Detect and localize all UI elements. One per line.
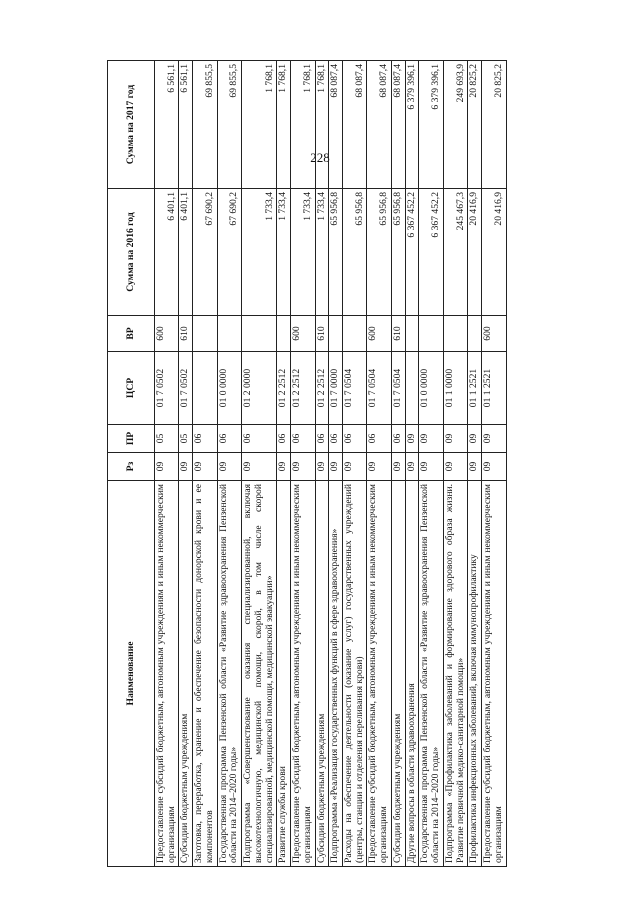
row-rz: 09 bbox=[193, 453, 217, 481]
header-pr: ПР bbox=[108, 425, 155, 453]
row-pr: 09 bbox=[405, 425, 419, 453]
row-rz: 09 bbox=[315, 453, 329, 481]
row-pr: 09 bbox=[443, 425, 467, 453]
row-csr: 01 7 0504 bbox=[343, 352, 367, 425]
row-sum-2016: 6 367 452,2 bbox=[405, 189, 419, 316]
row-sum-2017: 20 825,2 bbox=[482, 61, 506, 189]
row-pr: 06 bbox=[315, 425, 329, 453]
row-sum-2016: 6 367 452,2 bbox=[419, 189, 443, 316]
row-sum-2017: 69 855,5 bbox=[193, 61, 217, 189]
row-csr: 01 7 0504 bbox=[391, 352, 405, 425]
row-pr: 06 bbox=[391, 425, 405, 453]
row-csr bbox=[405, 352, 419, 425]
row-vr bbox=[242, 316, 277, 352]
row-sum-2017: 69 855,5 bbox=[217, 61, 241, 189]
row-sum-2016: 65 956,8 bbox=[391, 189, 405, 316]
row-pr: 06 bbox=[277, 425, 291, 453]
row-name: Предоставление субсидий бюджетным, автономным учреждениям и иным некоммерческим организациям bbox=[367, 481, 391, 867]
table-row bbox=[277, 61, 291, 867]
row-vr bbox=[419, 316, 443, 352]
row-vr bbox=[405, 316, 419, 352]
row-rz: 09 bbox=[277, 453, 291, 481]
table-row bbox=[443, 61, 467, 867]
row-csr bbox=[193, 352, 217, 425]
row-name: Заготовка, переработка, хранение и обеспечение безопасности донорской крови и ее компонентов bbox=[193, 481, 217, 867]
row-sum-2016: 245 467,3 bbox=[443, 189, 467, 316]
row-pr: 06 bbox=[343, 425, 367, 453]
row-sum-2017: 6 561,1 bbox=[179, 61, 193, 189]
row-sum-2016: 65 956,8 bbox=[367, 189, 391, 316]
row-name: Подпрограмма «Реализация государственных функций в сфере здравоохранения» bbox=[329, 481, 343, 867]
row-vr bbox=[443, 316, 467, 352]
row-sum-2017: 68 087,4 bbox=[367, 61, 391, 189]
row-name: Государственная программа Пензенской области «Развитие здравоохранения Пензенской области на 2014–2020 годы» bbox=[419, 481, 443, 867]
row-name: Подпрограмма «Профилактика заболеваний и формирование здорового образа жизни. Развитие первичной медико-санитарной помощи» bbox=[443, 481, 467, 867]
row-rz: 09 bbox=[329, 453, 343, 481]
row-sum-2017: 249 693,9 bbox=[443, 61, 467, 189]
row-csr: 01 1 2521 bbox=[468, 352, 482, 425]
row-name: Субсидии бюджетным учреждениям bbox=[315, 481, 329, 867]
row-csr: 01 2 0000 bbox=[242, 352, 277, 425]
row-sum-2016: 6 401,1 bbox=[155, 189, 179, 316]
row-vr: 610 bbox=[391, 316, 405, 352]
row-sum-2017: 68 087,4 bbox=[391, 61, 405, 189]
table-row bbox=[405, 61, 419, 867]
row-rz: 09 bbox=[179, 453, 193, 481]
row-sum-2016: 1 733,4 bbox=[277, 189, 291, 316]
row-rz: 09 bbox=[391, 453, 405, 481]
row-name: Другие вопросы в области здравоохранения bbox=[405, 481, 419, 867]
row-sum-2016: 6 401,1 bbox=[179, 189, 193, 316]
row-rz: 09 bbox=[155, 453, 179, 481]
row-name: Развитие службы крови bbox=[277, 481, 291, 867]
row-rz: 09 bbox=[405, 453, 419, 481]
row-sum-2016: 1 733,4 bbox=[242, 189, 277, 316]
rotated-table-container bbox=[107, 61, 555, 867]
row-name: Расходы на обеспечение деятельности (оказание услуг) государственных учреждений (центры, станции и отделения переливания крови) bbox=[343, 481, 367, 867]
row-pr: 06 bbox=[367, 425, 391, 453]
table-row bbox=[367, 61, 391, 867]
row-sum-2016: 65 956,8 bbox=[329, 189, 343, 316]
row-vr: 610 bbox=[315, 316, 329, 352]
table-row bbox=[315, 61, 329, 867]
table-row bbox=[329, 61, 343, 867]
row-sum-2017: 1 768,1 bbox=[277, 61, 291, 189]
row-csr: 01 0 0000 bbox=[217, 352, 241, 425]
row-csr: 01 1 2521 bbox=[482, 352, 506, 425]
row-csr: 01 7 0502 bbox=[155, 352, 179, 425]
row-name: Субсидии бюджетным учреждениям bbox=[391, 481, 405, 867]
row-rz: 09 bbox=[443, 453, 467, 481]
table-row bbox=[468, 61, 482, 867]
row-csr: 01 2 2512 bbox=[277, 352, 291, 425]
row-sum-2017: 1 768,1 bbox=[315, 61, 329, 189]
table-row bbox=[482, 61, 506, 867]
table-row bbox=[193, 61, 217, 867]
row-pr: 09 bbox=[468, 425, 482, 453]
row-sum-2017: 68 087,4 bbox=[343, 61, 367, 189]
row-sum-2016: 1 733,4 bbox=[291, 189, 315, 316]
row-rz: 09 bbox=[291, 453, 315, 481]
row-name: Государственная программа Пензенской области «Развитие здравоохранения Пензенской области на 2014–2020 годы» bbox=[217, 481, 241, 867]
row-sum-2016: 20 416,9 bbox=[468, 189, 482, 316]
row-vr: 600 bbox=[155, 316, 179, 352]
row-sum-2016: 20 416,9 bbox=[482, 189, 506, 316]
table-row bbox=[217, 61, 241, 867]
row-sum-2017: 6 379 396,1 bbox=[419, 61, 443, 189]
header-vr: ВР bbox=[108, 316, 155, 352]
row-pr: 06 bbox=[329, 425, 343, 453]
row-name: Предоставление субсидий бюджетным, автономным учреждениям и иным некоммерческим организациям bbox=[291, 481, 315, 867]
row-csr: 01 1 0000 bbox=[443, 352, 467, 425]
row-rz: 09 bbox=[343, 453, 367, 481]
row-pr: 06 bbox=[193, 425, 217, 453]
row-name: Субсидии бюджетным учреждениям bbox=[179, 481, 193, 867]
row-pr: 06 bbox=[242, 425, 277, 453]
row-pr: 09 bbox=[419, 425, 443, 453]
row-rz: 09 bbox=[217, 453, 241, 481]
row-sum-2017: 1 768,1 bbox=[242, 61, 277, 189]
header-rz: Рз bbox=[108, 453, 155, 481]
header-sum-2016: Сумма на 2016 год bbox=[108, 189, 155, 316]
table-row bbox=[391, 61, 405, 867]
row-sum-2016: 65 956,8 bbox=[343, 189, 367, 316]
row-csr: 01 7 0000 bbox=[329, 352, 343, 425]
row-vr: 600 bbox=[482, 316, 506, 352]
header-name: Наименование bbox=[108, 481, 155, 867]
row-sum-2017: 68 087,4 bbox=[329, 61, 343, 189]
row-sum-2016: 67 690,2 bbox=[217, 189, 241, 316]
table-row bbox=[291, 61, 315, 867]
table-row bbox=[179, 61, 193, 867]
row-pr: 09 bbox=[482, 425, 506, 453]
row-sum-2016: 67 690,2 bbox=[193, 189, 217, 316]
row-rz: 09 bbox=[419, 453, 443, 481]
row-rz: 09 bbox=[367, 453, 391, 481]
row-pr: 05 bbox=[155, 425, 179, 453]
row-sum-2016: 1 733,4 bbox=[315, 189, 329, 316]
row-csr: 01 7 0502 bbox=[179, 352, 193, 425]
row-rz: 09 bbox=[468, 453, 482, 481]
row-pr: 06 bbox=[217, 425, 241, 453]
row-vr bbox=[329, 316, 343, 352]
row-vr bbox=[193, 316, 217, 352]
row-sum-2017: 1 768,1 bbox=[291, 61, 315, 189]
row-pr: 06 bbox=[291, 425, 315, 453]
table-header-row bbox=[108, 61, 155, 867]
table-row bbox=[343, 61, 367, 867]
row-vr bbox=[217, 316, 241, 352]
row-vr: 600 bbox=[291, 316, 315, 352]
row-vr bbox=[468, 316, 482, 352]
row-rz: 09 bbox=[482, 453, 506, 481]
table-row bbox=[155, 61, 179, 867]
header-csr: ЦСР bbox=[108, 352, 155, 425]
row-name: Профилактика инфекционных заболеваний, включая иммунопрофилактику bbox=[468, 481, 482, 867]
row-sum-2017: 6 561,1 bbox=[155, 61, 179, 189]
table-row bbox=[419, 61, 443, 867]
row-name: Предоставление субсидий бюджетным, автономным учреждениям и иным некоммерческим организациям bbox=[155, 481, 179, 867]
row-vr: 600 bbox=[367, 316, 391, 352]
row-vr bbox=[343, 316, 367, 352]
row-csr: 01 7 0504 bbox=[367, 352, 391, 425]
row-vr: 610 bbox=[179, 316, 193, 352]
row-pr: 05 bbox=[179, 425, 193, 453]
row-vr bbox=[277, 316, 291, 352]
row-csr: 01 2 2512 bbox=[315, 352, 329, 425]
budget-table bbox=[107, 60, 507, 867]
table-row bbox=[242, 61, 277, 867]
row-sum-2017: 20 825,2 bbox=[468, 61, 482, 189]
row-name: Предоставление субсидий бюджетным, автономным учреждениям и иным некоммерческим организациям bbox=[482, 481, 506, 867]
header-sum-2017: Сумма на 2017 год bbox=[108, 61, 155, 189]
row-csr: 01 2 2512 bbox=[291, 352, 315, 425]
row-rz: 09 bbox=[242, 453, 277, 481]
page-number: 228 bbox=[310, 150, 330, 165]
row-sum-2017: 6 379 396,1 bbox=[405, 61, 419, 189]
row-name: Подпрограмма «Совершенствование оказания специализированной, включая высокотехнологичную, медицинской помощи, скорой, в том числе скорой специализированной, медицинской помощи, медицинской эвакуации» bbox=[242, 481, 277, 867]
row-csr: 01 0 0000 bbox=[419, 352, 443, 425]
